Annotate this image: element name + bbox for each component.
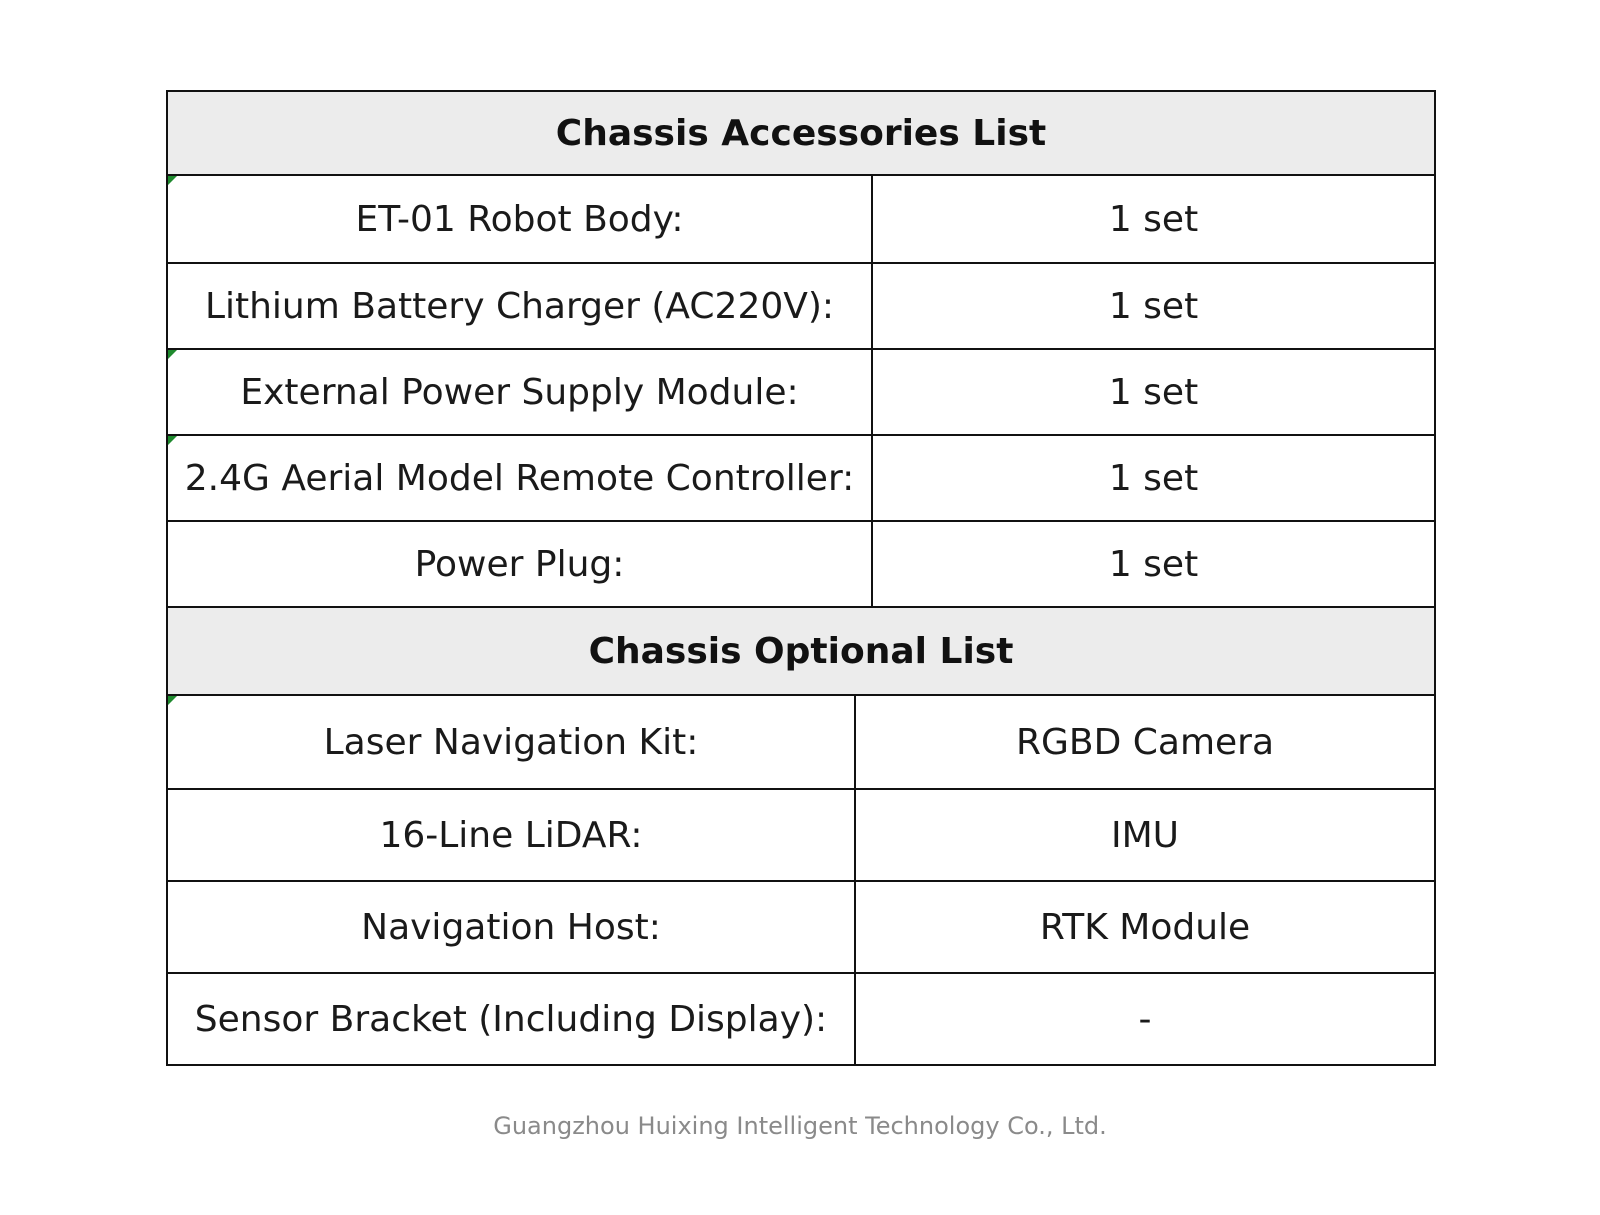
accessories-body (168, 176, 1434, 606)
optional-item-right: IMU (1110, 814, 1180, 856)
optional-item-right: RGBD Camera (1015, 721, 1275, 763)
accessory-qty: 1 set (1108, 285, 1199, 327)
table-row (168, 880, 1434, 972)
table-row (168, 696, 1434, 788)
comment-marker-icon (168, 696, 177, 705)
table-row (168, 348, 1434, 434)
optional-item-left: Laser Navigation Kit: (168, 696, 856, 788)
optional-item-left: Navigation Host: (168, 882, 856, 972)
accessory-item: External Power Supply Module: (168, 350, 873, 434)
table-row (168, 520, 1434, 606)
accessory-qty: 1 set (1108, 198, 1199, 240)
accessory-item: ET-01 Robot Body: (168, 176, 873, 262)
table-row (168, 788, 1434, 880)
accessory-qty: 1 set (1108, 543, 1199, 585)
accessories-title: Chassis Accessories List (168, 92, 1434, 176)
table-row (168, 262, 1434, 348)
table-row (168, 434, 1434, 520)
optional-item-left: 16-Line LiDAR: (168, 790, 856, 880)
optional-item-right: RTK Module (1039, 906, 1251, 948)
accessory-qty: 1 set (1108, 371, 1199, 413)
accessories-table (166, 90, 1436, 1066)
accessory-item: Lithium Battery Charger (AC220V): (168, 264, 873, 348)
comment-marker-icon (168, 176, 177, 185)
optional-title: Chassis Optional List (168, 606, 1434, 696)
table-row (168, 972, 1434, 1064)
company-footer: Guangzhou Huixing Intelligent Technology Co., Ltd. (493, 1112, 1107, 1140)
accessory-qty: 1 set (1108, 457, 1199, 499)
optional-item-left: Sensor Bracket (Including Display): (168, 974, 856, 1064)
accessory-item: 2.4G Aerial Model Remote Controller: (168, 436, 873, 520)
accessory-item: Power Plug: (168, 522, 873, 606)
comment-marker-icon (168, 436, 177, 445)
comment-marker-icon (168, 350, 177, 359)
optional-body (168, 696, 1434, 1064)
table-row (168, 176, 1434, 262)
optional-item-right: - (1138, 998, 1152, 1040)
